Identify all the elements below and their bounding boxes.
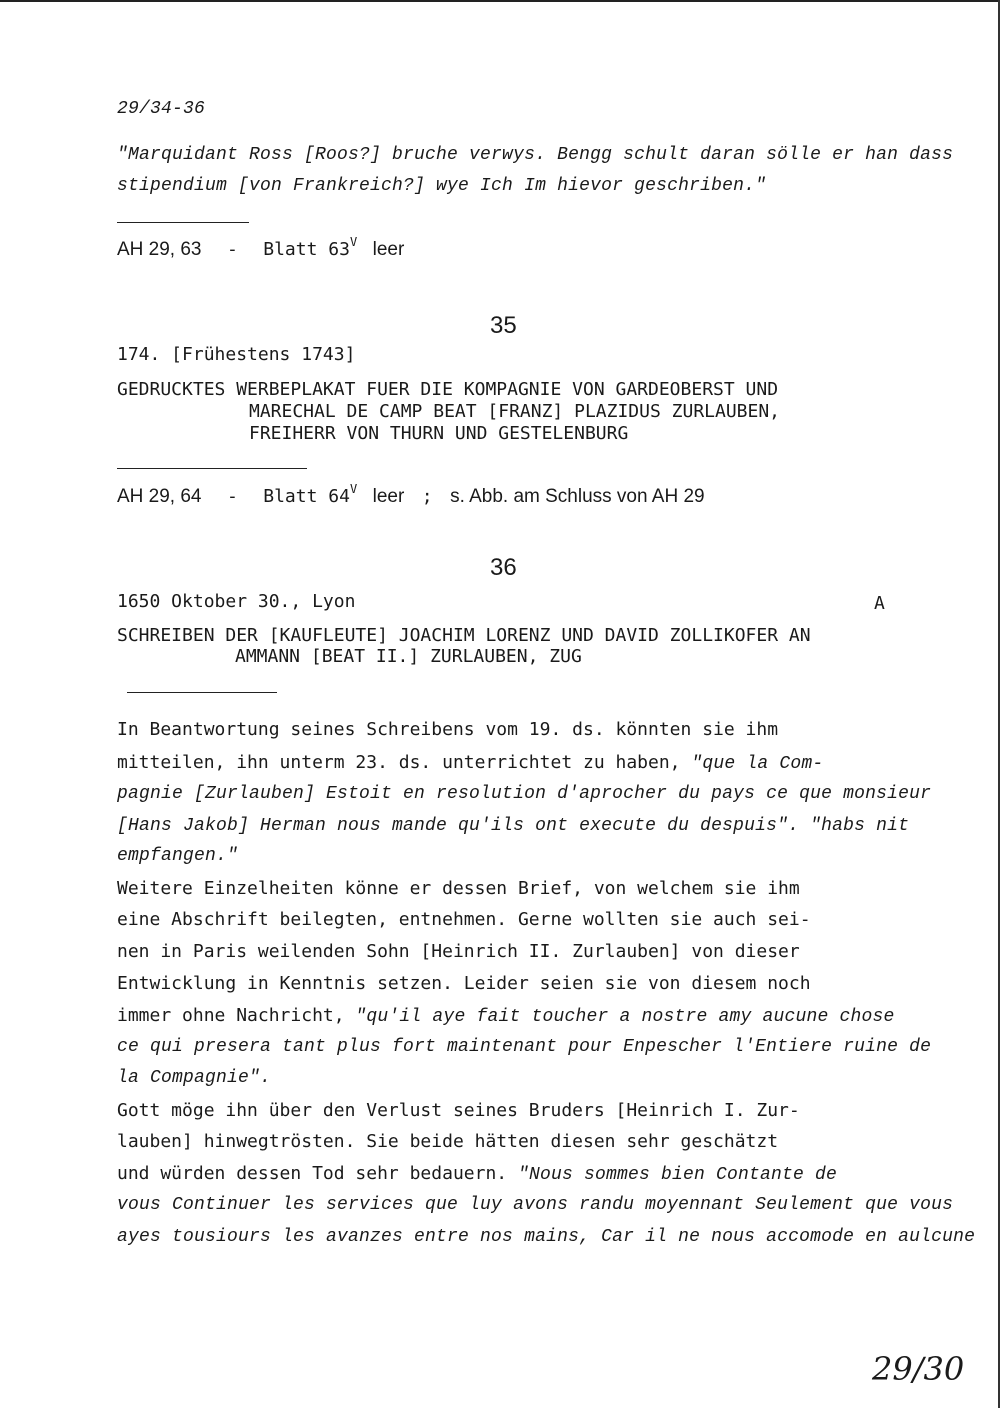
verso-mark: V <box>349 482 358 496</box>
body-text: und würden dessen Tod sehr bedauern. <box>117 1163 518 1184</box>
body-line: eine Abschrift beilegten, entnehmen. Gerne wollten sie auch sei- <box>117 909 811 930</box>
verso-mark: V <box>349 235 358 249</box>
body-line: nen in Paris weilenden Sohn [Heinrich II. Zurlauben] von dieser <box>117 941 800 962</box>
body-line <box>117 1161 837 1187</box>
separator-rule <box>127 692 277 693</box>
entry-35-date: 174. [Frühestens 1743] <box>117 344 356 365</box>
body-line: Entwicklung in Kenntnis setzen. Leider seien sie von diesem noch <box>117 973 811 994</box>
dash: - <box>226 486 238 507</box>
body-line <box>117 750 823 776</box>
body-quote: "que la Com- <box>691 754 824 774</box>
body-quote: "Nous sommes bien Contante de <box>517 1165 838 1185</box>
body-text: mitteilen, ihn unterm 23. ds. unterrichtet zu haben, <box>117 752 692 773</box>
separator-rule <box>117 468 307 469</box>
entry-35-title-3: FREIHERR VON THURN UND GESTELENBURG <box>249 423 629 444</box>
archive-code: AH 29, 63 <box>117 239 202 260</box>
semicolon: ; <box>421 486 433 507</box>
entry-35-title-1: GEDRUCKTES WERBEPLAKAT FUER DIE KOMPAGNIE VON GARDEOBERST UND <box>117 379 779 400</box>
body-quote: "qu'il aye fait toucher a nostre amy aucune chose <box>355 1007 895 1027</box>
body-quote-line: vous Continuer les services que luy avons randu moyennant Seulement que vous <box>117 1195 954 1215</box>
archive-reference-2 <box>117 484 705 509</box>
body-text: immer ohne Nachricht, <box>117 1005 356 1026</box>
body-line: lauben] hinwegtrösten. Sie beide hätten diesen sehr geschätzt <box>117 1131 779 1152</box>
entry-number-36: 36 <box>490 554 517 581</box>
entry-36-title-1: SCHREIBEN DER [KAUFLEUTE] JOACHIM LORENZ UND DAVID ZOLLIKOFER AN <box>117 625 811 646</box>
entry-36-date: 1650 Oktober 30., Lyon <box>117 591 356 612</box>
blatt-label: Blatt 63 <box>263 239 350 260</box>
handwritten-page-mark: 29/30 <box>872 1350 965 1388</box>
entry-35-title-2: MARECHAL DE CAMP BEAT [FRANZ] PLAZIDUS ZURLAUBEN, <box>249 401 781 422</box>
archive-reference-1 <box>117 237 404 262</box>
header-reference: 29/34-36 <box>117 99 206 119</box>
body-quote-line: ayes tousiours les avanzes entre nos mains, Car il ne nous accomode en aulcune <box>117 1227 976 1247</box>
entry-36-title-2: AMMANN [BEAT II.] ZURLAUBEN, ZUG <box>235 646 582 667</box>
blatt-label: Blatt 64 <box>263 486 350 507</box>
body-line: Weitere Einzelheiten könne er dessen Brief, von welchem sie ihm <box>117 878 800 899</box>
body-quote-line: la Compagnie". <box>117 1068 272 1088</box>
body-line: In Beantwortung seines Schreibens vom 19. ds. könnten sie ihm <box>117 719 779 740</box>
separator-rule <box>117 222 249 223</box>
quote-line-1: "Marquidant Ross [Roos?] bruche verwys. Bengg schult daran sölle er han dass <box>117 145 954 165</box>
body-line: Gott möge ihn über den Verlust seines Bruders [Heinrich I. Zur- <box>117 1100 800 1121</box>
entry-number-35: 35 <box>490 312 517 339</box>
body-quote-line: ce qui presera tant plus fort maintenant pour Enpescher l'Entiere ruine de <box>117 1037 932 1057</box>
archive-code: AH 29, 64 <box>117 486 202 507</box>
body-line <box>117 1003 895 1029</box>
scan-border-top <box>0 0 1000 2</box>
leer-label: leer <box>372 486 405 507</box>
dash: - <box>226 239 238 260</box>
body-quote-line: empfangen." <box>117 846 239 866</box>
entry-36-marker: A <box>874 593 885 614</box>
body-quote-line: [Hans Jakob] Herman nous mande qu'ils ont execute du despuis". "habs nit <box>117 816 910 836</box>
body-quote-line: pagnie [Zurlauben] Estoit en resolution d'aprocher du pays ce que monsieur <box>117 784 932 804</box>
illustration-note: s. Abb. am Schluss von AH 29 <box>450 486 705 507</box>
leer-label: leer <box>372 239 405 260</box>
quote-line-2: stipendium [von Frankreich?] wye Ich Im hievor geschriben." <box>117 176 767 196</box>
